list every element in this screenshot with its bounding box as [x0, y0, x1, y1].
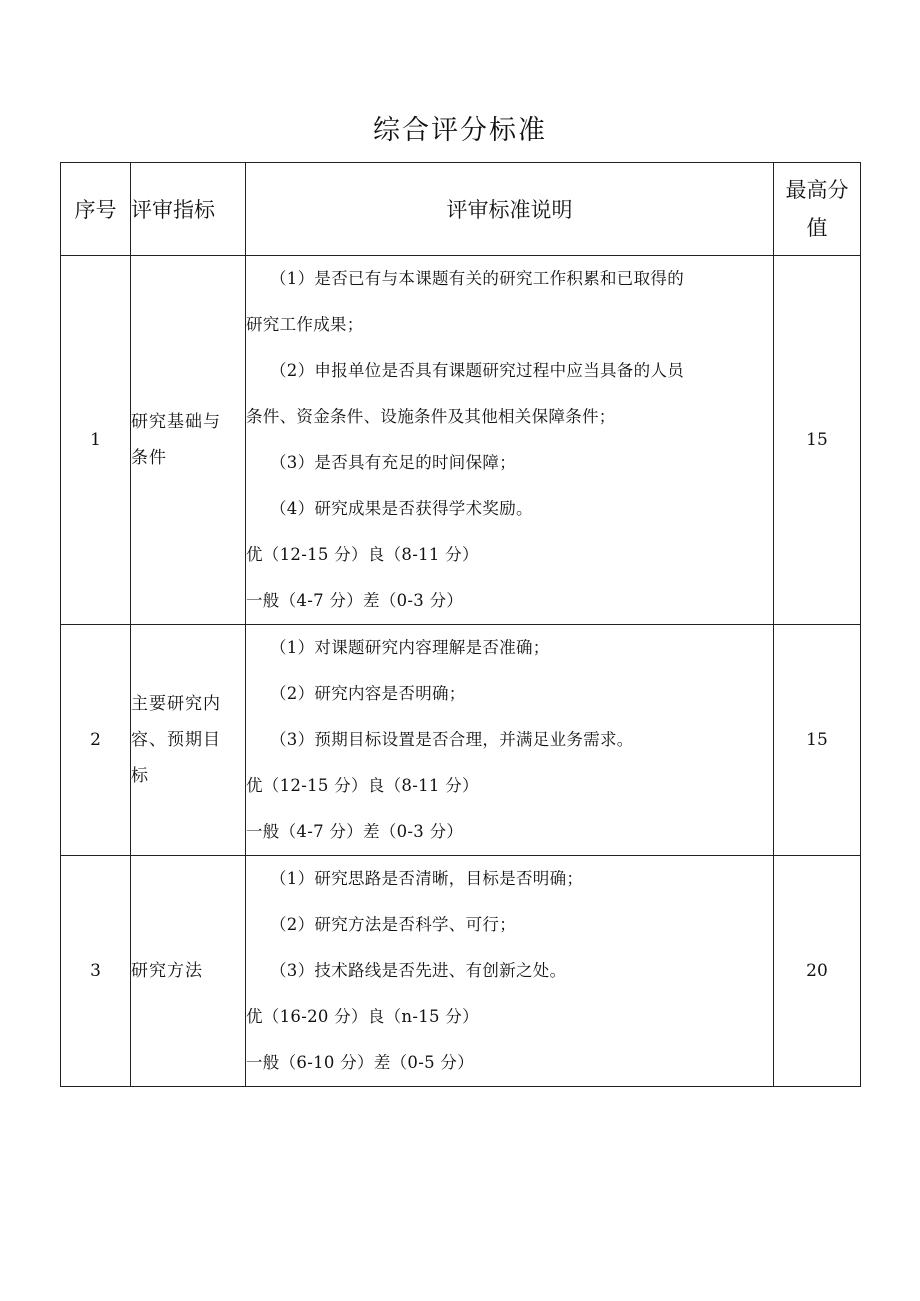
criterion-item: （2）研究内容是否明确；: [270, 684, 466, 703]
grade-scale: 一般（4-7 分）差（0-3 分）: [246, 822, 464, 841]
criterion-item: （3）是否具有充足的时间保障；: [270, 453, 516, 472]
indicator-line: 研究方法: [131, 961, 203, 981]
header-indicator: 评审指标: [131, 163, 246, 256]
indicator-line: 容、预期目: [131, 730, 221, 750]
page-title: 综合评分标准: [373, 115, 547, 146]
indicator-line: 条件: [131, 448, 167, 468]
grade-scale: 优（16-20 分）良（n-15 分）: [246, 1007, 479, 1026]
scoring-table: [60, 162, 861, 1087]
criterion-item: （1）是否已有与本课题有关的研究工作积累和已取得的: [270, 269, 684, 288]
row-indicator: [131, 856, 246, 1087]
row-description: [246, 625, 774, 856]
header-max-score-line2: 值: [806, 216, 828, 240]
grade-scale: 优（12-15 分）良（8-11 分）: [246, 545, 479, 564]
criterion-item: （2）研究方法是否科学、可行；: [270, 915, 516, 934]
indicator-line: 主要研究内: [131, 694, 221, 714]
grade-scale: 一般（4-7 分）差（0-3 分）: [246, 591, 464, 610]
criterion-item-continued: 研究工作成果；: [246, 315, 364, 334]
criterion-item-continued: 条件、资金条件、设施条件及其他相关保障条件；: [246, 407, 616, 426]
indicator-line: 研究基础与: [131, 412, 221, 432]
row-max-score: 20: [774, 856, 861, 1087]
criterion-item: （3）预期目标设置是否合理，并满足业务需求。: [270, 730, 634, 749]
row-description: [246, 256, 774, 625]
row-max-score: 15: [774, 625, 861, 856]
header-max-score: [774, 163, 861, 256]
header-max-score-line1: 最高分: [785, 178, 849, 202]
table-row: [61, 625, 861, 856]
criterion-item: （1）对课题研究内容理解是否准确；: [270, 638, 550, 657]
row-indicator: [131, 625, 246, 856]
row-indicator: [131, 256, 246, 625]
row-seq: 3: [61, 856, 131, 1087]
table-row: [61, 256, 861, 625]
table-row: [61, 856, 861, 1087]
criterion-item: （2）申报单位是否具有课题研究过程中应当具备的人员: [270, 361, 684, 380]
criterion-item: （3）技术路线是否先进、有创新之处。: [270, 961, 567, 980]
criterion-item: （4）研究成果是否获得学术奖励。: [270, 499, 533, 518]
header-description: 评审标准说明: [246, 163, 774, 256]
row-description: [246, 856, 774, 1087]
header-seq: 序号: [61, 163, 131, 256]
indicator-line: 标: [131, 766, 149, 786]
table-header-row: [61, 163, 861, 256]
row-max-score: 15: [774, 256, 861, 625]
grade-scale: 优（12-15 分）良（8-11 分）: [246, 776, 479, 795]
row-seq: 1: [61, 256, 131, 625]
criterion-item: （1）研究思路是否清晰，目标是否明确；: [270, 869, 584, 888]
grade-scale: 一般（6-10 分）差（0-5 分）: [246, 1053, 475, 1072]
row-seq: 2: [61, 625, 131, 856]
